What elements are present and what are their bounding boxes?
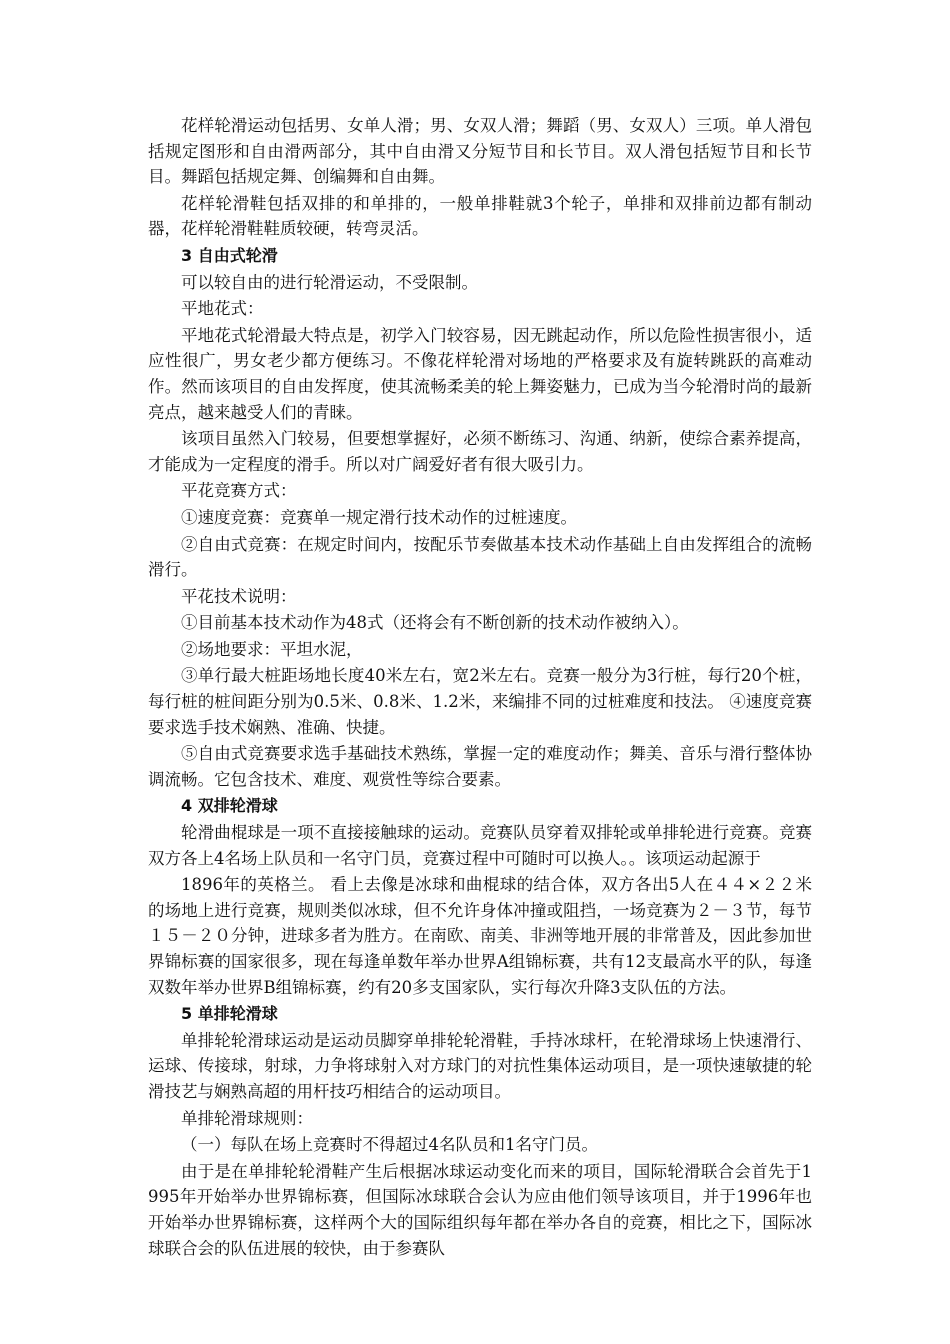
paragraph-technique-1: ①目前基本技术动作为48式（还将会有不断创新的技术动作被纳入）。 (181, 613, 689, 633)
paragraph-figure-skating-events: 花样轮滑运动包括男、女单人滑；男、女双人滑；舞蹈（男、女双人）三项。单人滑包括规定图形和自由滑两部分，其中自由滑又分短节目和长节目。双人滑包括短节目和长节目。舞蹈包括规定舞、创编舞和自由舞。 (148, 116, 812, 187)
paragraph-inline-hockey-history: 由于是在单排轮轮滑鞋产生后根据冰球运动变化而来的项目，国际轮滑联合会首先于1995年开始举办世界锦标赛，但国际冰球联合会认为应由他们领导该项目，并于1996年也开始举办世界锦标赛，这样两个大的国际组织每年都在举办各自的竞赛，相比之下，国际冰球联合会的队伍进展的较快，由于参赛队 (148, 1161, 812, 1258)
paragraph-inline-hockey-rules-label: 单排轮滑球规则： (181, 1108, 313, 1128)
paragraph-slalom-features: 平地花式轮滑最大特点是，初学入门较容易，因无跳起动作，所以危险性损害很小，适应性很广，男女老少都方便练习。不像花样轮滑对场地的严格要求及有旋转跳跃的高难动作。然而该项目的自由发挥度，使其流畅柔美的轮上舞姿魅力，已成为当今轮滑时尚的最新亮点，越来越受人们的青睐。 (148, 325, 812, 422)
document-page (148, 113, 812, 1262)
section-heading-inline-hockey: 5 单排轮滑球 (181, 1004, 278, 1024)
section-heading-freestyle: 3 自由式轮滑 (181, 245, 278, 265)
paragraph-slalom-label: 平地花式： (181, 299, 264, 319)
paragraph-inline-hockey-rule-1: （一）每队在场上竞赛时不得超过4名队员和1名守门员。 (181, 1135, 598, 1155)
paragraph-speed-competition: ①速度竞赛：竞赛单一规定滑行技术动作的过桩速度。 (181, 507, 577, 527)
paragraph-quad-hockey-history: 1896年的英格兰。 看上去像是冰球和曲棍球的结合体，双方各出5人在４４×２２米的场地上进行竞赛，规则类似冰球，但不允许身体冲撞或阻挡，一场竞赛为２－３节，每节１５－２０分钟，进球多者为胜方。在南欧、南美、非洲等地开展的非常普及，因此参加世界锦标赛的国家很多，现在每逢单数年举办世界A组锦标赛，共有12支最高水平的队，每逢双数年举办世界B组锦标赛，约有20多支国家队，实行每次升降3支队伍的方法。 (148, 875, 812, 997)
paragraph-technique-5: ⑤自由式竞赛要求选手基础技术熟练，掌握一定的难度动作；舞美、音乐与滑行整体协调流畅。它包含技术、难度、观赏性等综合要素。 (148, 744, 812, 789)
paragraph-figure-skates: 花样轮滑鞋包括双排的和单排的，一般单排鞋就3个轮子，单排和双排前边都有制动器，花样轮滑鞋鞋质较硬，转弯灵活。 (148, 193, 812, 239)
paragraph-slalom-appeal: 该项目虽然入门较易，但要想掌握好，必须不断练习、沟通、纳新，使综合素养提高，才能成为一定程度的滑手。所以对广阔爱好者有很大吸引力。 (148, 429, 812, 474)
paragraph-technique-2: ②场地要求：平坦水泥， (181, 639, 363, 659)
section-heading-quad-hockey: 4 双排轮滑球 (181, 796, 278, 816)
paragraph-competition-methods-label: 平花竞赛方式： (181, 481, 297, 501)
paragraph-technique-label: 平花技术说明： (181, 586, 297, 606)
paragraph-quad-hockey-intro: 轮滑曲棍球是一项不直接接触球的运动。竞赛队员穿着双排轮或单排轮进行竞赛。竞赛双方各上4名场上队员和一名守门员，竞赛过程中可随时可以换人。。该项运动起源于 (148, 823, 812, 868)
paragraph-technique-3: ③单行最大桩距场地长度40米左右，宽2米左右。竞赛一般分为3行桩，每行20个桩，每行桩的桩间距分别为0.5米、0.8米、1.2米，来编排不同的过桩难度和技法。 ④速度竞赛要求选手技术娴熟、准确、快捷。 (148, 666, 812, 737)
paragraph-freestyle-intro: 可以较自由的进行轮滑运动，不受限制。 (181, 272, 478, 292)
paragraph-inline-hockey-intro: 单排轮轮滑球运动是运动员脚穿单排轮轮滑鞋，手持冰球杆，在轮滑球场上快速滑行、运球、传接球，射球，力争将球射入对方球门的对抗性集体运动项目，是一项快速敏捷的轮滑技艺与娴熟高超的用杆技巧相结合的运动项目。 (148, 1030, 812, 1101)
paragraph-freestyle-competition: ②自由式竞赛：在规定时间内，按配乐节奏做基本技术动作基础上自由发挥组合的流畅滑行。 (148, 534, 812, 580)
